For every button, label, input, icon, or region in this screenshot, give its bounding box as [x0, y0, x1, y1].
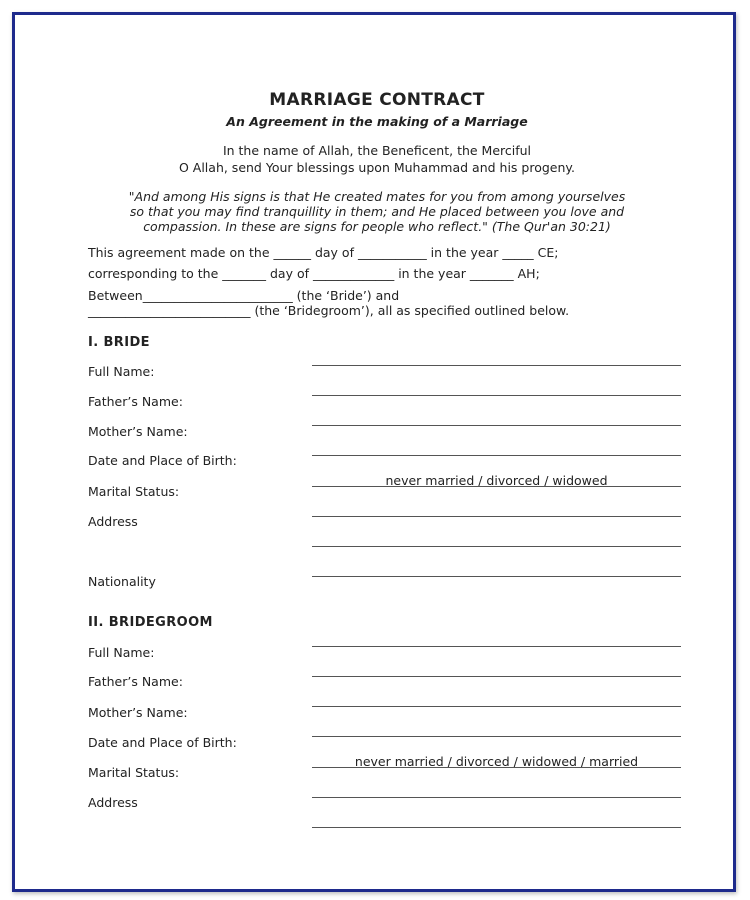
- bride-mother-name-label: Mother’s Name:: [88, 424, 188, 439]
- bride-nationality-label: Nationality: [88, 574, 156, 589]
- bride-marital-status-line[interactable]: [312, 486, 681, 487]
- bride-full-name-line[interactable]: [312, 365, 681, 366]
- bride-marital-status-label: Marital Status:: [88, 484, 180, 499]
- bride-heading: I. BRIDE: [88, 335, 150, 350]
- bridegroom-birth-label: Date and Place of Birth:: [88, 735, 237, 750]
- bridegroom-address-label: Address: [88, 795, 138, 810]
- bride-marital-options: never married / divorced / widowed: [385, 473, 608, 488]
- bride-mother-name-line[interactable]: [312, 425, 681, 426]
- document-subtitle: An Agreement in the making of a Marriage: [226, 114, 528, 129]
- agreement-line-4: __________________________ (the ‘Bridegroom’), all as specified outlined below.: [88, 303, 570, 318]
- bridegroom-heading: II. BRIDEGROOM: [88, 615, 213, 630]
- bridegroom-address-line-1[interactable]: [312, 797, 681, 798]
- quote-line-1: "And among His signs is that He created mates for you from among yourselves: [128, 189, 626, 204]
- bride-birth-label: Date and Place of Birth:: [88, 453, 237, 468]
- bridegroom-father-name-line[interactable]: [312, 676, 681, 677]
- bridegroom-mother-name-line[interactable]: [312, 706, 681, 707]
- agreement-line-2: corresponding to the _______ day of _____________ in the year _______ AH;: [88, 266, 540, 281]
- invocation-line-1: In the name of Allah, the Beneficent, the Merciful: [222, 143, 532, 158]
- bride-nationality-line[interactable]: [312, 576, 681, 577]
- bridegroom-marital-status-line[interactable]: [312, 767, 681, 768]
- document-page: [12, 12, 736, 892]
- bride-full-name-label: Full Name:: [88, 364, 155, 379]
- agreement-line-3: Between________________________ (the ‘Bride’) and: [88, 288, 400, 303]
- bride-birth-line[interactable]: [312, 455, 681, 456]
- invocation-line-2: O Allah, send Your blessings upon Muhammad and his progeny.: [178, 160, 576, 175]
- bride-address-line-1[interactable]: [312, 516, 681, 517]
- bride-address-line-2[interactable]: [312, 546, 681, 547]
- bridegroom-address-line-2[interactable]: [312, 827, 681, 828]
- bridegroom-full-name-line[interactable]: [312, 646, 681, 647]
- bride-father-name-line[interactable]: [312, 395, 681, 396]
- quote-line-3: compassion. In these are signs for people who reflect." (The Qur'an 30:21): [143, 219, 611, 234]
- bridegroom-marital-options: never married / divorced / widowed / married: [354, 754, 639, 769]
- bridegroom-mother-name-label: Mother’s Name:: [88, 705, 188, 720]
- agreement-line-1: This agreement made on the ______ day of ___________ in the year _____ CE;: [88, 245, 559, 260]
- document-title: MARRIAGE CONTRACT: [269, 90, 485, 110]
- bridegroom-full-name-label: Full Name:: [88, 645, 155, 660]
- bridegroom-birth-line[interactable]: [312, 736, 681, 737]
- bride-father-name-label: Father’s Name:: [88, 394, 183, 409]
- bridegroom-father-name-label: Father’s Name:: [88, 674, 183, 689]
- bridegroom-marital-status-label: Marital Status:: [88, 765, 180, 780]
- quote-line-2: so that you may find tranquillity in them; and He placed between you love and: [129, 204, 625, 219]
- bride-address-label: Address: [88, 514, 138, 529]
